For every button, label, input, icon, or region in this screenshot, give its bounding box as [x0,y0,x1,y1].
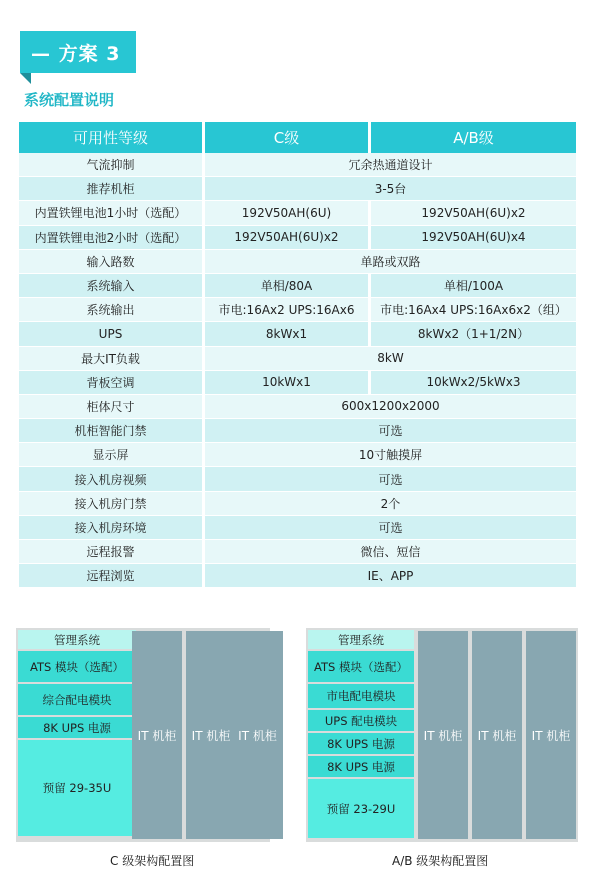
c-level-value: 2个 [205,492,576,516]
c-level-value: 市电:16Ax2 UPS:16Ax6 [205,298,368,322]
c-level-value: 3-5台 [205,177,576,201]
c-level-value: 192V50AH(6U) [205,201,368,225]
c-level-value: 单路或双路 [205,250,576,274]
ab-level-value: 单相/100A [371,274,576,298]
table-row [19,443,576,467]
table-row [19,347,576,371]
c-level-module-stack [18,630,136,838]
row-label: 柜体尺寸 [19,395,202,419]
table-row [19,201,576,225]
config-table [16,122,579,588]
row-label: 远程报警 [19,540,202,564]
module-block: 管理系统 [18,630,136,649]
section-title: 系统配置说明 [24,91,115,109]
it-rack: IT 机柜 [526,631,576,839]
c-level-value: 微信、短信 [205,540,576,564]
ab-level-value: 8kWx2（1+1/2N） [371,322,576,346]
ab-level-value: 192V50AH(6U)x4 [371,226,576,250]
it-rack: IT 机柜 [186,631,236,839]
table-row [19,177,576,201]
table-row [19,492,576,516]
table-row [19,540,576,564]
table-row [19,226,576,250]
row-label: 系统输入 [19,274,202,298]
module-block: 市电配电模块 [308,684,414,708]
ab-level-diagram [306,628,578,842]
it-rack: IT 机柜 [418,631,468,839]
row-label: 气流抑制 [19,153,202,177]
module-block: UPS 配电模块 [308,710,414,731]
table-row [19,371,576,395]
c-level-value: 600x1200x2000 [205,395,576,419]
c-level-value: 8kWx1 [205,322,368,346]
header-c-level: C级 [205,122,368,153]
ab-level-value: 市电:16Ax4 UPS:16Ax6x2（组） [371,298,576,322]
module-block: 综合配电模块 [18,684,136,715]
module-block: 8K UPS 电源 [308,733,414,754]
row-label: 背板空调 [19,371,202,395]
table-row [19,516,576,540]
c-level-value: IE、APP [205,564,576,588]
c-level-value: 10kWx1 [205,371,368,395]
table-row [19,322,576,346]
c-level-value: 冗余热通道设计 [205,153,576,177]
it-rack: IT 机柜 [132,631,182,839]
row-label: 接入机房视频 [19,467,202,491]
row-label: 显示屏 [19,443,202,467]
header-availability: 可用性等级 [19,122,202,153]
table-row [19,467,576,491]
c-level-value: 8kW [205,347,576,371]
module-block: ATS 模块（选配） [18,651,136,682]
module-block: 8K UPS 电源 [18,717,136,738]
ab-level-value: 10kWx2/5kWx3 [371,371,576,395]
module-block: 8K UPS 电源 [308,756,414,777]
c-level-value: 10寸触摸屏 [205,443,576,467]
row-label: 最大IT负载 [19,347,202,371]
row-label: 接入机房环境 [19,516,202,540]
c-level-value: 单相/80A [205,274,368,298]
table-row [19,395,576,419]
table-header-row [19,122,576,153]
table-row [19,153,576,177]
row-label: UPS [19,322,202,346]
c-level-caption: C 级架构配置图 [110,854,195,868]
module-block: ATS 模块（选配） [308,651,414,682]
it-rack: IT 机柜 [232,631,283,839]
ab-level-value: 192V50AH(6U)x2 [371,201,576,225]
c-level-value: 可选 [205,516,576,540]
row-label: 机柜智能门禁 [19,419,202,443]
row-label: 系统输出 [19,298,202,322]
table-row [19,564,576,588]
it-rack: IT 机柜 [472,631,522,839]
row-label: 接入机房门禁 [19,492,202,516]
c-level-value: 192V50AH(6U)x2 [205,226,368,250]
table-row [19,419,576,443]
header-ab-level: A/B级 [371,122,576,153]
ab-level-caption: A/B 级架构配置图 [392,854,489,868]
row-label: 远程浏览 [19,564,202,588]
module-block: 管理系统 [308,630,414,649]
banner-title: — 方案 3 [31,42,121,65]
c-level-value: 可选 [205,419,576,443]
table-row [19,298,576,322]
table-body [19,153,576,588]
row-label: 推荐机柜 [19,177,202,201]
row-label: 输入路数 [19,250,202,274]
c-level-value: 可选 [205,467,576,491]
table-row [19,250,576,274]
reserve-block: 预留 23-29U [308,779,414,838]
ab-level-module-stack [308,630,414,840]
row-label: 内置铁锂电池2小时（选配） [19,226,202,250]
table-row [19,274,576,298]
section-banner [20,31,136,73]
row-label: 内置铁锂电池1小时（选配） [19,201,202,225]
reserve-block: 预留 29-35U [18,740,136,836]
